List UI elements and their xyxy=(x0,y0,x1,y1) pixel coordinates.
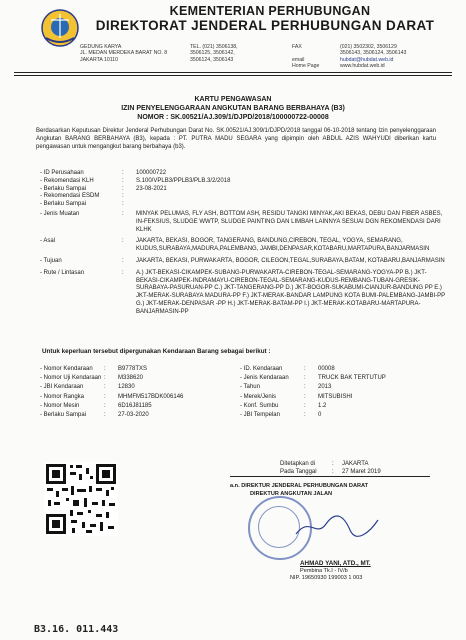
tel-line: 3506124, 3506143 xyxy=(190,56,234,63)
address-line: GEDUNG KARYA xyxy=(80,44,122,50)
vehicle-value: 2013 xyxy=(318,384,332,391)
permit-number: NOMOR : SK.00521/AJ.309/1/DJPD/2018/100000722-00008 xyxy=(137,114,329,121)
place-value: JAKARTA xyxy=(342,461,369,467)
document-serial-number: B3.16. 011.443 xyxy=(34,624,119,635)
address-line: JAKARTA 10110 xyxy=(80,56,119,63)
tel-block xyxy=(190,44,238,63)
fax-value: 3506143, 3506124, 3506143 xyxy=(340,50,407,57)
vehicle-row: - Merek/Jenis : MITSUBISHI xyxy=(240,393,450,402)
permit-title: IZIN PENYELENGGARAAN ANGKUTAN BARANG BERBAHAYA (B3) xyxy=(121,105,345,112)
homepage-label: Home Page xyxy=(292,63,320,70)
vehicle-value: 12830 xyxy=(118,384,135,391)
date-row: Pada Tanggal : 27 Maret 2019 xyxy=(230,468,430,477)
field-row: - Rute / Lintasan : A.) JKT-BEKASI-CIKAMPEK-SUBANG-PURWAKARTA-CIREBON-TEGAL-SEMARANG-YOGYA-PP B.) JKT-BEKASI-CIKAMPEK-INDRAMAYU-CIREBON-TEGAL-SEMARANG-KUDUS-REMBANG-TUBAN-GRESIK-SURABAYA-PASURUAN-PP C.) JKT-TANGERANG-PP D.) JKT-BOGOR-SUKABUMI-CIANJUR-BANDUNG PP E.) JKT-MERAK-SURABAYA MADURA-PP F.) JKT-MERAK-BANDAR LAMPUNG KOTA BUMI-PALEMBANG-JAMBI-PP G.) JKT-MERAK-DENPASAR -PP H.) JKT-MERAK-BATAM-PP I.) JKT-MERAK-KOTABARU-MARTAPURA-BANJARMASIN-PP xyxy=(40,270,450,317)
field-label: - Rute / Lintasan xyxy=(40,269,85,276)
vehicle-value: MITSUBISHI xyxy=(318,393,353,400)
field-value: A.) JKT-BEKASI-CIKAMPEK-SUBANG-PURWAKARTA-CIREBON-TEGAL-SEMARANG-YOGYA-PP B.) JKT-BEKASI-CIKAMPEK-INDRAMAYU-CIREBON-TEGAL-SEMARANG-KUDUS-REMBANG-TUBAN-GRESIK-SURABAYA-PASURUAN-PP C.) JKT-TANGERANG-PP D.) JKT-BOGOR-SUKABUMI-CIANJUR-BANDUNG PP E.) JKT-MERAK-SURABAYA MADURA-PP F.) JKT-MERAK-BANDAR LAMPUNG KOTA BUMI-PALEMBANG-JAMBI-PP G.) JKT-MERAK-DENPASAR -PP H.) JKT-MERAK-BATAM-PP I.) JKT-MERAK-KOTABARU-MARTAPURA-BANJARMASIN-PP xyxy=(136,269,446,315)
vehicle-row: - Konf. Sumbu : 1.2 xyxy=(240,402,450,411)
vehicle-row: - ID. Kendaraan : 00008 xyxy=(240,365,450,374)
signatory-role: a.n. DIREKTUR JENDERAL PERHUBUNGAN DARAT xyxy=(230,483,369,489)
document-titles xyxy=(0,95,466,122)
signatory-office: DIREKTUR ANGKUTAN JALAN xyxy=(250,491,333,497)
field-row: - Jenis Muatan : MINYAK PELUMAS, FLY ASH, BOTTOM ASH, RESIDU TANGKI MINYAK,AKI BEKAS, DEBU DAN FIBER ASBES, IN-FEKSIUS, SLUDGE WWTP, SLUDGE PAINTING DAN LIMBAH LAINNYA SESUAI DGN REKOMENDASI DARI KLHK xyxy=(40,211,450,234)
tel-line: 3506125, 3506142, xyxy=(190,50,235,57)
permit-fields xyxy=(40,170,450,317)
field-row: - Tujuan : JAKARTA, BEKASI, PURWAKARTA, BOGOR, CILEGON,TEGAL,SURABAYA,BATAM, KOTABARU,BANJARMASIN xyxy=(40,258,450,266)
vehicle-label: - Merek/Jenis xyxy=(240,393,277,400)
field-row: - ID Perusahaan : 100000722 xyxy=(40,170,450,178)
date-value: 27 Maret 2019 xyxy=(342,469,381,475)
field-value xyxy=(136,201,450,209)
intro-paragraph: Berdasarkan Keputusan Direktur Jenderal Perhubungan Darat No. SK.00521/AJ.309/1/DJPD/2018 tanggal 06-10-2018 tentang Izin penyelenggaraan Angkutan BARANG BERBAHAYA (B3), kepada : PT. PUTRA MADU SEGARA yang dipimpin oleh ABDUL AZIS WAHYUDI diberikan kartu pengawasan untuk mengangkut barang berbahaya (b3). xyxy=(36,128,436,150)
vehicle-label: - JBI Kendaraan xyxy=(40,384,84,391)
vehicle-right-column xyxy=(240,365,450,420)
vehicle-row: - Nomor Mesin : 6D16J81185 xyxy=(40,402,240,411)
vehicle-label: - Konf. Sumbu xyxy=(240,402,279,409)
vehicle-value: 0 xyxy=(318,412,322,419)
field-label: - Asal xyxy=(40,238,56,245)
homepage-value: www.hubdat.web.id xyxy=(340,63,385,70)
field-label: - Jenis Muatan xyxy=(40,210,80,217)
address-block xyxy=(80,44,167,63)
field-row: - Berlaku Sampai : 23-08-2021 xyxy=(40,186,450,194)
ministry-logo-icon xyxy=(40,8,80,48)
contact-values xyxy=(340,44,406,70)
header-divider xyxy=(14,72,452,73)
vehicle-label: - JBI Tempelan xyxy=(240,412,280,419)
vehicle-value: TRUCK BAK TERTUTUP xyxy=(318,375,386,382)
signatory-nip: NIP. 19650930 199003 1 003 xyxy=(290,575,363,581)
field-label: - ID Perusahaan xyxy=(40,170,84,176)
vehicle-value: 27-03-2020 xyxy=(118,412,149,419)
tel-line: TEL. (021) 3506138, xyxy=(190,44,238,50)
field-value: MINYAK PELUMAS, FLY ASH, BOTTOM ASH, RESIDU TANGKI MINYAK,AKI BEKAS, DEBU DAN FIBER ASBES, IN-FEKSIUS, SLUDGE WWTP, SLUDGE PAINTING DAN LIMBAH LAINNYA SESUAI DGN REKOMENDASI DARI KLHK xyxy=(136,210,443,233)
field-label: - Berlaku Sampai xyxy=(40,201,87,208)
email-value: hubdat@hubdat.web.id xyxy=(340,56,394,63)
field-row: - Rekomendasi ESDM : xyxy=(40,193,450,201)
field-label: - Berlaku Sampai xyxy=(40,185,87,192)
vehicle-value: MHMFM517BDK006146 xyxy=(118,393,184,400)
ministry-name: KEMENTERIAN PERHUBUNGAN xyxy=(169,4,371,18)
place-row: Ditetapkan di : JAKARTA xyxy=(280,461,369,467)
contact-labels xyxy=(292,44,319,70)
address-line: JL. MEDAN MERDEKA BARAT NO. 8 xyxy=(80,50,168,57)
vehicle-label: - ID. Kendaraan xyxy=(240,366,283,372)
field-label: - Tujuan xyxy=(40,257,62,264)
vehicle-row: - Berlaku Sampai : 27-03-2020 xyxy=(40,411,240,420)
vehicle-value: M338620 xyxy=(118,375,144,382)
signatory-rank: Pembina Tk.I - IV/b xyxy=(300,568,348,574)
card-title: KARTU PENGAWASAN xyxy=(194,96,272,103)
vehicle-label: - Nomor Kendaraan xyxy=(40,366,93,372)
vehicle-row: - Nomor Uji Kendaraan : M338620 xyxy=(40,374,240,383)
vehicle-label: - Jenis Kendaraan xyxy=(240,375,289,382)
date-label: Pada Tanggal xyxy=(280,469,317,475)
fax-label: FAX xyxy=(292,44,302,50)
field-value: 100000722 xyxy=(136,170,167,176)
vehicle-value: 00008 xyxy=(318,366,335,372)
field-value xyxy=(136,193,450,201)
signatory-name: AHMAD YANI, ATD., MT. xyxy=(300,560,371,567)
vehicle-row: - Tahun : 2013 xyxy=(240,383,450,392)
vehicle-row: - Nomor Rangka : MHMFM517BDK006146 xyxy=(40,393,240,402)
vehicle-row: - JBI Tempelan : 0 xyxy=(240,411,450,420)
vehicle-value: B9778TXS xyxy=(118,366,148,372)
field-value: JAKARTA, BEKASI, BOGOR, TANGERANG, BANDUNG,CIREBON, TEGAL, YOGYA, SEMARANG, KUDUS,SURABAYA,MADURA,PALEMBANG, JAMBI,DENPASAR,KOTABARU,MARTAPURA,BANJARMASIN xyxy=(136,238,430,253)
vehicle-row: - Jenis Kendaraan : TRUCK BAK TERTUTUP xyxy=(240,374,450,383)
header-divider-thin xyxy=(14,75,452,76)
field-row: - Asal : JAKARTA, BEKASI, BOGOR, TANGERANG, BANDUNG,CIREBON, TEGAL, YOGYA, SEMARANG, KUDUS,SURABAYA,MADURA,PALEMBANG, JAMBI,DENPASAR,KOTABARU,MARTAPURA,BANJARMASIN xyxy=(40,238,450,254)
field-row: - Berlaku Sampai : xyxy=(40,201,450,209)
place-label: Ditetapkan di xyxy=(280,461,316,467)
vehicle-left-column xyxy=(40,365,240,420)
field-label: - Rekomendasi KLH xyxy=(40,177,94,184)
handwritten-signature-icon xyxy=(292,512,382,542)
vehicle-row: - Nomor Kendaraan : B9778TXS xyxy=(40,365,240,374)
directorate-name: DIREKTORAT JENDERAL PERHUBUNGAN DARAT xyxy=(95,18,435,33)
field-value: S.100/VPLB3/PPLB3/PLB.3/2/2018 xyxy=(136,177,231,184)
vehicle-label: - Nomor Rangka xyxy=(40,393,85,400)
fax-value: (021) 3502302, 3506129 xyxy=(340,44,397,50)
vehicle-label: - Nomor Mesin xyxy=(40,402,80,409)
vehicle-label: - Tahun xyxy=(240,384,260,391)
email-label: email xyxy=(292,56,305,63)
vehicle-row: - JBI Kendaraan : 12830 xyxy=(40,383,240,392)
vehicle-label: - Nomor Uji Kendaraan xyxy=(40,375,102,382)
field-value: 23-08-2021 xyxy=(136,185,167,192)
signature-block xyxy=(230,460,450,498)
qr-code-icon xyxy=(44,462,118,536)
vehicle-value: 1.2 xyxy=(318,402,327,409)
field-value: JAKARTA, BEKASI, PURWAKARTA, BOGOR, CILEGON,TEGAL,SURABAYA,BATAM, KOTABARU,BANJARMASIN xyxy=(136,257,445,264)
vehicle-section-title: Untuk keperluan tersebut dipergunakan Kendaraan Barang sebagai berikut : xyxy=(42,348,271,355)
vehicle-value: 6D16J81185 xyxy=(118,402,152,409)
field-label: - Rekomendasi ESDM xyxy=(40,193,100,200)
vehicle-label: - Berlaku Sampai xyxy=(40,412,87,419)
field-row: - Rekomendasi KLH : S.100/VPLB3/PPLB3/PLB.3/2/2018 xyxy=(40,178,450,186)
